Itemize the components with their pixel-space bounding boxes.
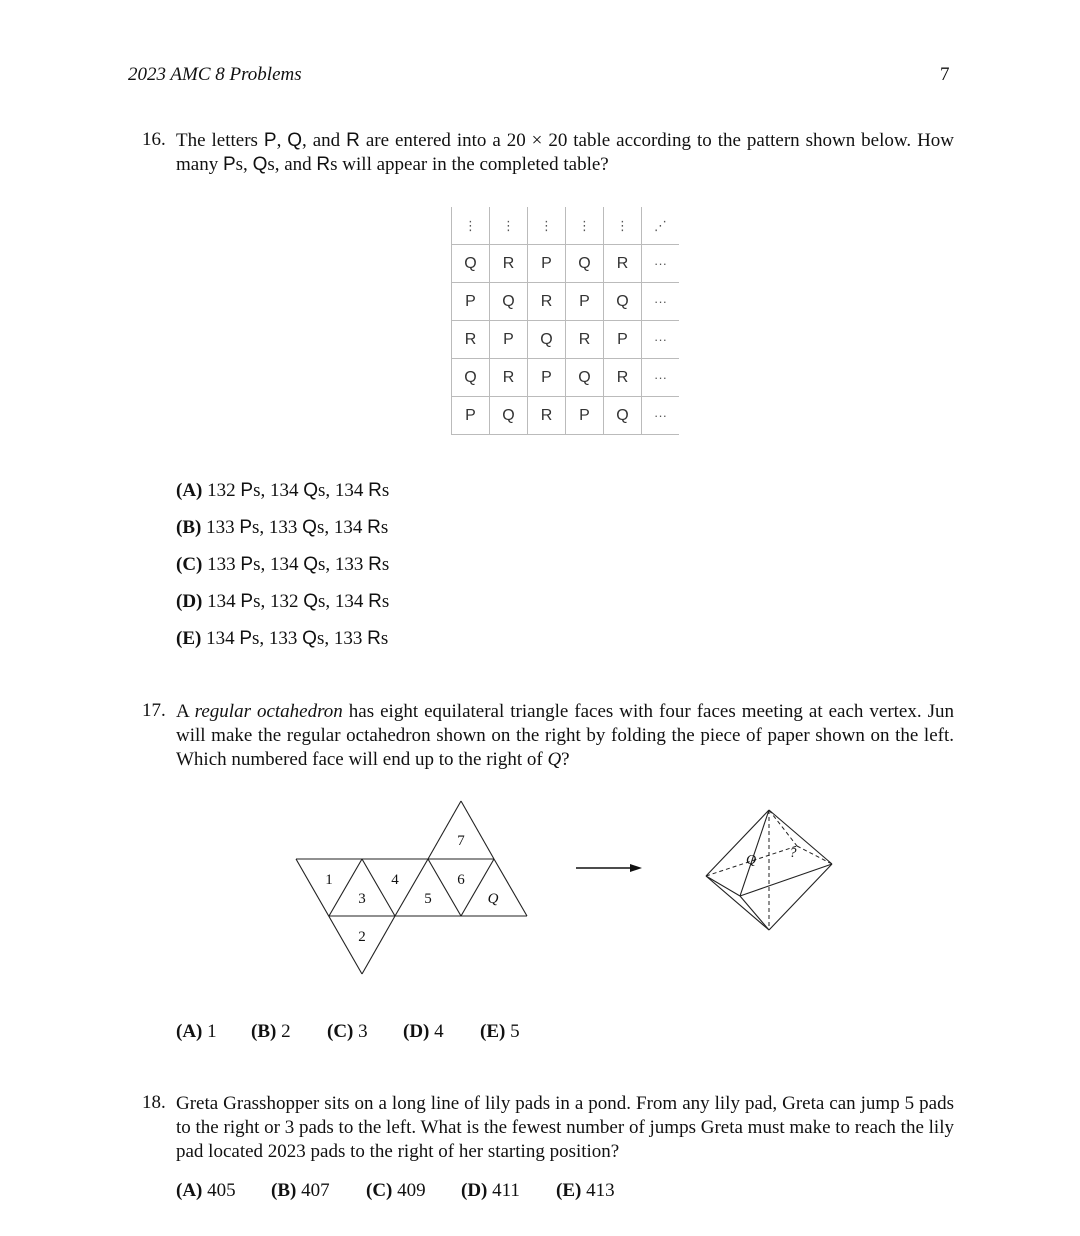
table-cell: R <box>528 283 566 321</box>
net-face-label: 3 <box>358 891 366 907</box>
octahedron-diagram <box>700 800 840 940</box>
table-cell: P <box>566 397 604 435</box>
page-header-title: 2023 AMC 8 Problems <box>128 64 302 85</box>
table-cell: P <box>452 397 490 435</box>
table-cell: ⋮ <box>452 207 490 245</box>
table-cell: R <box>452 321 490 359</box>
choice-16-e[interactable]: (E) 134 Ps, 133 Qs, 133 Rs <box>176 628 389 649</box>
table-row-dots <box>452 207 680 245</box>
net-face-label: 1 <box>325 872 333 888</box>
table-cell: ⋰ <box>642 207 680 245</box>
table-cell: ··· <box>642 245 680 283</box>
table-cell: Q <box>566 359 604 397</box>
table-row <box>452 359 680 397</box>
octahedron-net-diagram <box>280 795 540 980</box>
table-cell: Q <box>490 397 528 435</box>
choice-16-c[interactable]: (C) 133 Ps, 134 Qs, 133 Rs <box>176 554 390 575</box>
net-face-label: 2 <box>358 929 366 945</box>
table-cell: ⋮ <box>566 207 604 245</box>
table-cell: P <box>490 321 528 359</box>
net-face-label: 6 <box>457 872 465 888</box>
choice-18-e[interactable]: (E) 413 <box>556 1180 615 1201</box>
table-cell: R <box>528 397 566 435</box>
choice-17-a[interactable]: (A) 1 <box>176 1021 217 1042</box>
table-cell: Q <box>528 321 566 359</box>
table-row <box>452 397 680 435</box>
net-face-label: 5 <box>424 891 432 907</box>
choice-16-b[interactable]: (B) 133 Ps, 133 Qs, 134 Rs <box>176 517 389 538</box>
choice-17-c[interactable]: (C) 3 <box>327 1021 368 1042</box>
table-cell: Q <box>452 245 490 283</box>
problem-17-number: 17. <box>142 700 166 721</box>
choice-18-c[interactable]: (C) 409 <box>366 1180 426 1201</box>
table-cell: R <box>604 245 642 283</box>
choice-18-a[interactable]: (A) 405 <box>176 1180 236 1201</box>
net-face-label: Q <box>487 891 499 907</box>
table-cell: P <box>604 321 642 359</box>
table-cell: Q <box>566 245 604 283</box>
table-cell: ··· <box>642 397 680 435</box>
table-cell: R <box>566 321 604 359</box>
table-cell: ⋮ <box>604 207 642 245</box>
problem-16-text: The letters P, Q, and R are entered into a 20 × 20 table according to the pattern shown below. How many Ps, Qs, and Rs will appear in the completed table? <box>176 130 955 175</box>
choice-17-b[interactable]: (B) 2 <box>251 1021 291 1042</box>
table-cell: Q <box>604 397 642 435</box>
table-cell: P <box>452 283 490 321</box>
problem-17-text: A regular octahedron has eight equilateral triangle faces with four faces meeting at each vertex. Jun will make the regular octahedron shown on the right by folding the piece of paper shown on the left. Which numbered face will end up to the right of Q? <box>176 701 954 770</box>
table-cell: R <box>604 359 642 397</box>
octahedron-face-label: ? <box>789 846 797 861</box>
table-cell: P <box>528 245 566 283</box>
table-cell: ··· <box>642 359 680 397</box>
table-cell: Q <box>604 283 642 321</box>
table-row <box>452 321 680 359</box>
choice-18-d[interactable]: (D) 411 <box>461 1180 520 1201</box>
arrow-icon <box>570 858 650 878</box>
table-cell: R <box>490 245 528 283</box>
table-cell: ⋮ <box>490 207 528 245</box>
problem-18-number: 18. <box>142 1092 166 1113</box>
net-face-label: 4 <box>391 872 399 888</box>
problem-16-number: 16. <box>142 129 166 150</box>
choice-16-a[interactable]: (A) 132 Ps, 134 Qs, 134 Rs <box>176 480 390 501</box>
table-cell: Q <box>452 359 490 397</box>
table-cell: ⋮ <box>528 207 566 245</box>
table-cell: Q <box>490 283 528 321</box>
table-cell: ··· <box>642 321 680 359</box>
problem-18-text: Greta Grasshopper sits on a long line of lily pads in a pond. From any lily pad, Greta can jump 5 pads to the right or 3 pads to the left. What is the fewest number of jumps Greta must make to reach the lily pad located 2023 pads to the right of her starting position? <box>176 1093 954 1162</box>
choice-17-e[interactable]: (E) 5 <box>480 1021 520 1042</box>
page-number: 7 <box>940 64 950 85</box>
table-cell: ··· <box>642 283 680 321</box>
choice-18-b[interactable]: (B) 407 <box>271 1180 330 1201</box>
table-cell: P <box>528 359 566 397</box>
table-row <box>452 283 680 321</box>
pqr-table <box>451 207 679 435</box>
choice-17-d[interactable]: (D) 4 <box>403 1021 444 1042</box>
table-cell: P <box>566 283 604 321</box>
table-row <box>452 245 680 283</box>
net-face-label: 7 <box>457 833 465 849</box>
table-cell: R <box>490 359 528 397</box>
choice-16-d[interactable]: (D) 134 Ps, 132 Qs, 134 Rs <box>176 591 390 612</box>
octahedron-face-label: Q <box>745 853 757 868</box>
